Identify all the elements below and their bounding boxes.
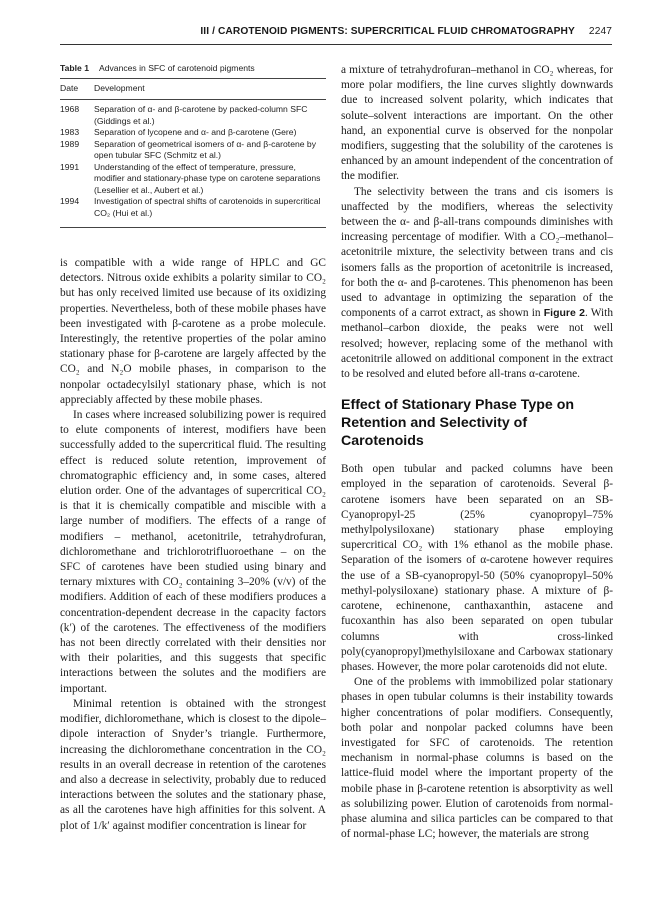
running-title: III / CAROTENOID PIGMENTS: SUPERCRITICAL FLUID CHROMATOGRAPHY — [200, 26, 575, 37]
table-header-development: Development — [94, 83, 145, 93]
table-bottom-rule — [60, 227, 326, 228]
table-cell-date: 1989 — [60, 138, 80, 149]
body-paragraph: a mixture of tetrahydrofuran–methanol in CO₂ whereas, for more polar modifiers, the line curves slightly downwards due to increased solvent polarity, which indicates that solute–solvent interactions are important. On the other hand, an exponential curve is observed for the nonpolar modifiers, suggesting that the solubility of the carotenes is enhanced by an amount independent of the concentration of the modifier. — [341, 64, 613, 183]
table-cell-date: 1968 — [60, 104, 80, 114]
body-paragraph: In cases where increased solubilizing power is required to elute components of interest, modifiers have been successfully added to the supercritical fluid. The resulting effect is reduced solute retention, improvement of chromatographic efficiency and, in some cases, altered elution order. One of the advantages of supercritical CO₂ is that it is chemically compatible and miscible with a large number of modifiers. The effects of a range of modifiers – methanol, acetonitrile, tetrahydrofuran, dichloromethane and trichlorotrifluoroethane – on the SFC of carotenes have been studied using binary and ternary mixtures with CO₂ containing 3–20% (v/v) of the modifiers. Addition of each of these modifiers produces a concentration-dependent decrease in the capacity factors (k′) of the carotenes. The effectiveness of the modifiers has not been directly correlated with their densities nor with their polarities, and this suggests that specific interactions between the solutes and the modifiers are important. — [60, 409, 326, 695]
table-cell-development: Investigation of spectral shifts of carotenoids in supercritical CO₂ (Hui et al.) — [94, 196, 321, 218]
table-row — [60, 127, 326, 139]
table-cell-development: Separation of α- and β-carotene by packed-column SFC (Giddings et al.) — [94, 104, 308, 126]
figure-reference: Figure 2 — [543, 307, 585, 320]
body-paragraph: One of the problems with immobilized polar stationary phases in open tubular columns is their instability towards higher concentrations of polar modifiers. Consequently, both polar and nonpolar packed columns have been investigated for SFC of carotenoids. The retention mechanism in normal-phase columns is based on the lattice-fluid model where the important property of the mobile phase in β-carotene retention is absorptivity as well as solubilizing power. Elution of carotenoids from normal-phase alumina and silica particles can be compared to that of normal-phase LC; however, the materials are strong — [341, 676, 613, 841]
paragraph-text: . With methanol–carbon dioxide, the peaks were not well resolved; however, replacing some of the methanol with acetonitrile allowed on additional component in the extract to be resolved and eluted before all-trans α-carotene. — [341, 307, 613, 381]
paragraph-text: The selectivity between the trans and cis isomers is unaffected by the modifiers, whereas the selectivity between the α- and β-all-trans compounds diminishes with increasing percentage of modifier. With a CO₂–methanol–acetonitrile mixture, the selectivity between trans and cis isomers falls as the proportion of acetonitrile is increased, for both the α- and β-carotenes. This phenomenon has been used to advantage in optimizing the separation of the components of a carrot extract, as shown in — [341, 185, 613, 320]
table-cell-date: 1983 — [60, 127, 80, 137]
body-paragraph: Both open tubular and packed columns have been employed in the separation of carotenoids. Several β-carotene isomers have been separated on an SB-Cyanopropyl-25 (25% cyanopropyl–75% methylpolysiloxane) stationary phase employing supercritical CO₂ with 1% ethanol as the mobile phase. Separation of the isomers of α-carotene however requires the use of a SB-cyanopropyl-50 (50% cyanopropyl–50% methyl-polysiloxane) stationary phase. A mixture of β-carotene, echinenone, canthaxanthin, astacene and fucoxanthin has also been separated on open tubular columns with cross-linked poly(cyanopropyl)methylsiloxane and Carbowax stationary phases. However, the more polar carotenoids did not elute. — [341, 463, 613, 673]
table-label: Table 1 — [60, 63, 89, 73]
table-cell-development: Separation of geometrical isomers of α- and β-carotene by open tubular SFC (Schmitz et al.) — [94, 138, 316, 160]
table-header-row — [60, 79, 326, 99]
header-rule — [60, 44, 612, 45]
table-header-date: Date — [60, 83, 79, 93]
table-caption-text: Advances in SFC of carotenoid pigments — [98, 63, 255, 73]
table-cell-date: 1994 — [60, 196, 80, 206]
section-heading: Effect of Stationary Phase Type on Retention and Selectivity of Carotenoids — [341, 397, 575, 450]
table-row — [60, 104, 326, 127]
running-header — [0, 26, 612, 37]
table-row — [60, 162, 326, 197]
table-row — [60, 139, 326, 162]
table-body — [60, 100, 326, 227]
left-column — [60, 63, 326, 834]
body-paragraph: Minimal retention is obtained with the strongest modifier, dichloromethane, which is closest to the dipole–dipole interaction of Snyder’s triangle. Furthermore, increasing the dichloromethane concentration in the CO₂ results in an overall decrease in retention of the carotenes and also a decrease in selectivity, probably due to reduced interactions between the solutes and the stationary phase, as all the carotenes have high affinities for this solvent. A plot of 1/k′ against modifier concentration is linear for — [60, 697, 326, 832]
page-number: 2247 — [588, 26, 612, 37]
table-1 — [60, 63, 326, 228]
table-cell-date: 1991 — [60, 161, 80, 172]
table-row — [60, 196, 326, 219]
table-cell-development: Understanding of the effect of temperature, pressure, modifier and stationary-phase type on carotene separations (Lesellier et al., Aubert et al.) — [94, 161, 321, 195]
body-paragraph: is compatible with a wide range of HPLC and GC detectors. Nitrous oxide exhibits a polarity similar to CO₂ but has only received limited use because of its oxidizing properties. Nevertheless, both of these mobile phases have been investigated with β-carotene as a probe molecule. Interestingly, the retentive properties of the polar amino stationary phase for β-carotene are largely affected by the CO₂ and N₂O mobile phases, in comparison to the nonpolar octadecylsilyl stationary phase, which is not appreciably affected by these mobile phases. — [60, 257, 326, 406]
table-caption — [60, 63, 326, 73]
body-paragraph — [341, 185, 613, 383]
table-cell-development: Separation of lycopene and α- and β-carotene (Gere) — [94, 127, 297, 137]
right-column — [341, 63, 613, 842]
